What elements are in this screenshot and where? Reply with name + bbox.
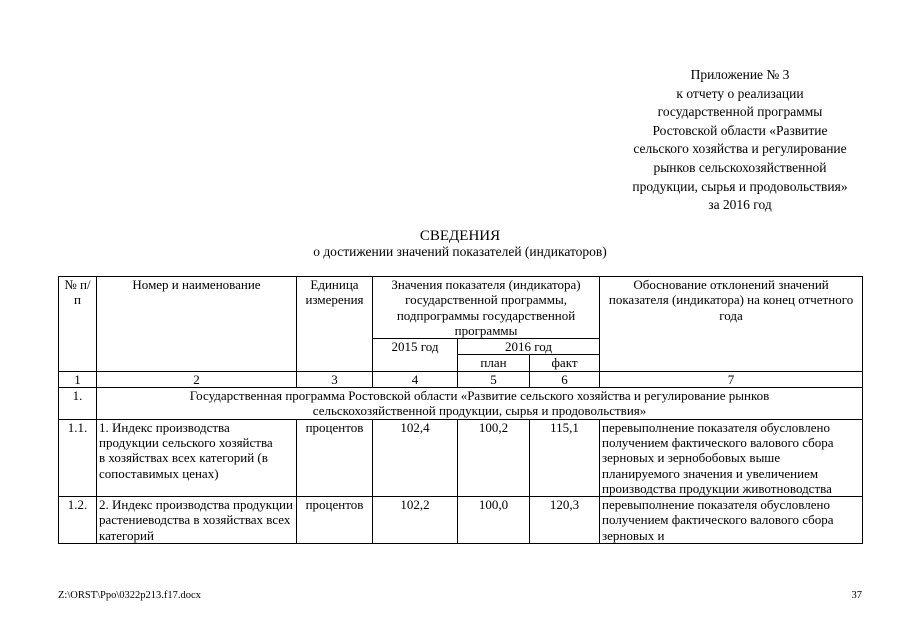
col-number: 4 — [373, 371, 458, 387]
section-title: Государственная программа Ростовской области «Развитие сельского хозяйства и регулирование рынков сельскохозяйственной продукции, сырья и продовольствия» — [97, 388, 863, 420]
col-number: 1 — [59, 371, 97, 387]
section-num: 1. — [59, 388, 97, 420]
header-2015: 2015 год — [373, 339, 458, 372]
header-plan: план — [458, 355, 530, 371]
header-values: Значения показателя (индикатора) государственной программы, подпрограммы государственной программы — [373, 277, 600, 339]
document-title: СВЕДЕНИЯ — [419, 228, 501, 244]
row-plan: 100,2 — [458, 419, 530, 496]
header-name: Номер и наименование — [97, 277, 297, 372]
document-subtitle: о достижении значений показателей (индикаторов) — [313, 244, 607, 259]
document-heading — [200, 228, 720, 260]
header-fact: факт — [530, 355, 600, 371]
appendix-line: Приложение № 3 — [690, 67, 790, 82]
row-unit: процентов — [297, 497, 373, 544]
row-reason: перевыполнение показателя обусловлено получением фактического валового сбора зерновых и зернобобовых выше планируемого значения и увеличением производства продукции животноводства — [600, 419, 863, 496]
header-row — [59, 277, 863, 339]
appendix-line: к отчету о реализации — [676, 85, 804, 101]
row-2015: 102,2 — [373, 497, 458, 544]
row-num: 1.2. — [59, 497, 97, 544]
row-name: 1. Индекс производства продукции сельского хозяйства в хозяйствах всех категорий (в сопоставимых ценах) — [97, 419, 297, 496]
appendix-block — [560, 66, 905, 215]
row-num: 1.1. — [59, 419, 97, 496]
row-fact: 115,1 — [530, 419, 600, 496]
section-row — [59, 388, 863, 420]
col-number: 3 — [297, 371, 373, 387]
header-num: № п/п — [59, 277, 97, 372]
indicators-table — [58, 276, 863, 544]
appendix-line: продукции, сырья и продовольствия» — [632, 178, 848, 194]
row-fact: 120,3 — [530, 497, 600, 544]
row-reason: перевыполнение показателя обусловлено получением фактического валового сбора зерновых и — [600, 497, 863, 544]
row-2015: 102,4 — [373, 419, 458, 496]
column-number-row — [59, 371, 863, 387]
appendix-line: государственной программы — [657, 104, 823, 120]
col-number: 2 — [97, 371, 297, 387]
col-number: 5 — [458, 371, 530, 387]
table-row — [59, 497, 863, 544]
row-name: 2. Индекс производства продукции растениеводства в хозяйствах всех категорий — [97, 497, 297, 544]
header-reason: Обоснование отклонений значений показателя (индикатора) на конец отчетного года — [600, 277, 863, 372]
col-number: 7 — [600, 371, 863, 387]
appendix-line: рынков сельскохозяйственной — [653, 159, 827, 175]
header-unit: Единица измерения — [297, 277, 373, 372]
appendix-line: сельского хозяйства и регулирование — [633, 141, 847, 157]
appendix-line: Ростовской области «Развитие — [652, 122, 828, 138]
table-row — [59, 419, 863, 496]
col-number: 6 — [530, 371, 600, 387]
page-number: 37 — [851, 590, 862, 601]
header-2016: 2016 год — [458, 339, 600, 355]
row-unit: процентов — [297, 419, 373, 496]
appendix-line: за 2016 год — [708, 197, 772, 213]
row-plan: 100,0 — [458, 497, 530, 544]
footer-file-path: Z:\ORST\Ppo\0322p213.f17.docx — [58, 590, 201, 601]
